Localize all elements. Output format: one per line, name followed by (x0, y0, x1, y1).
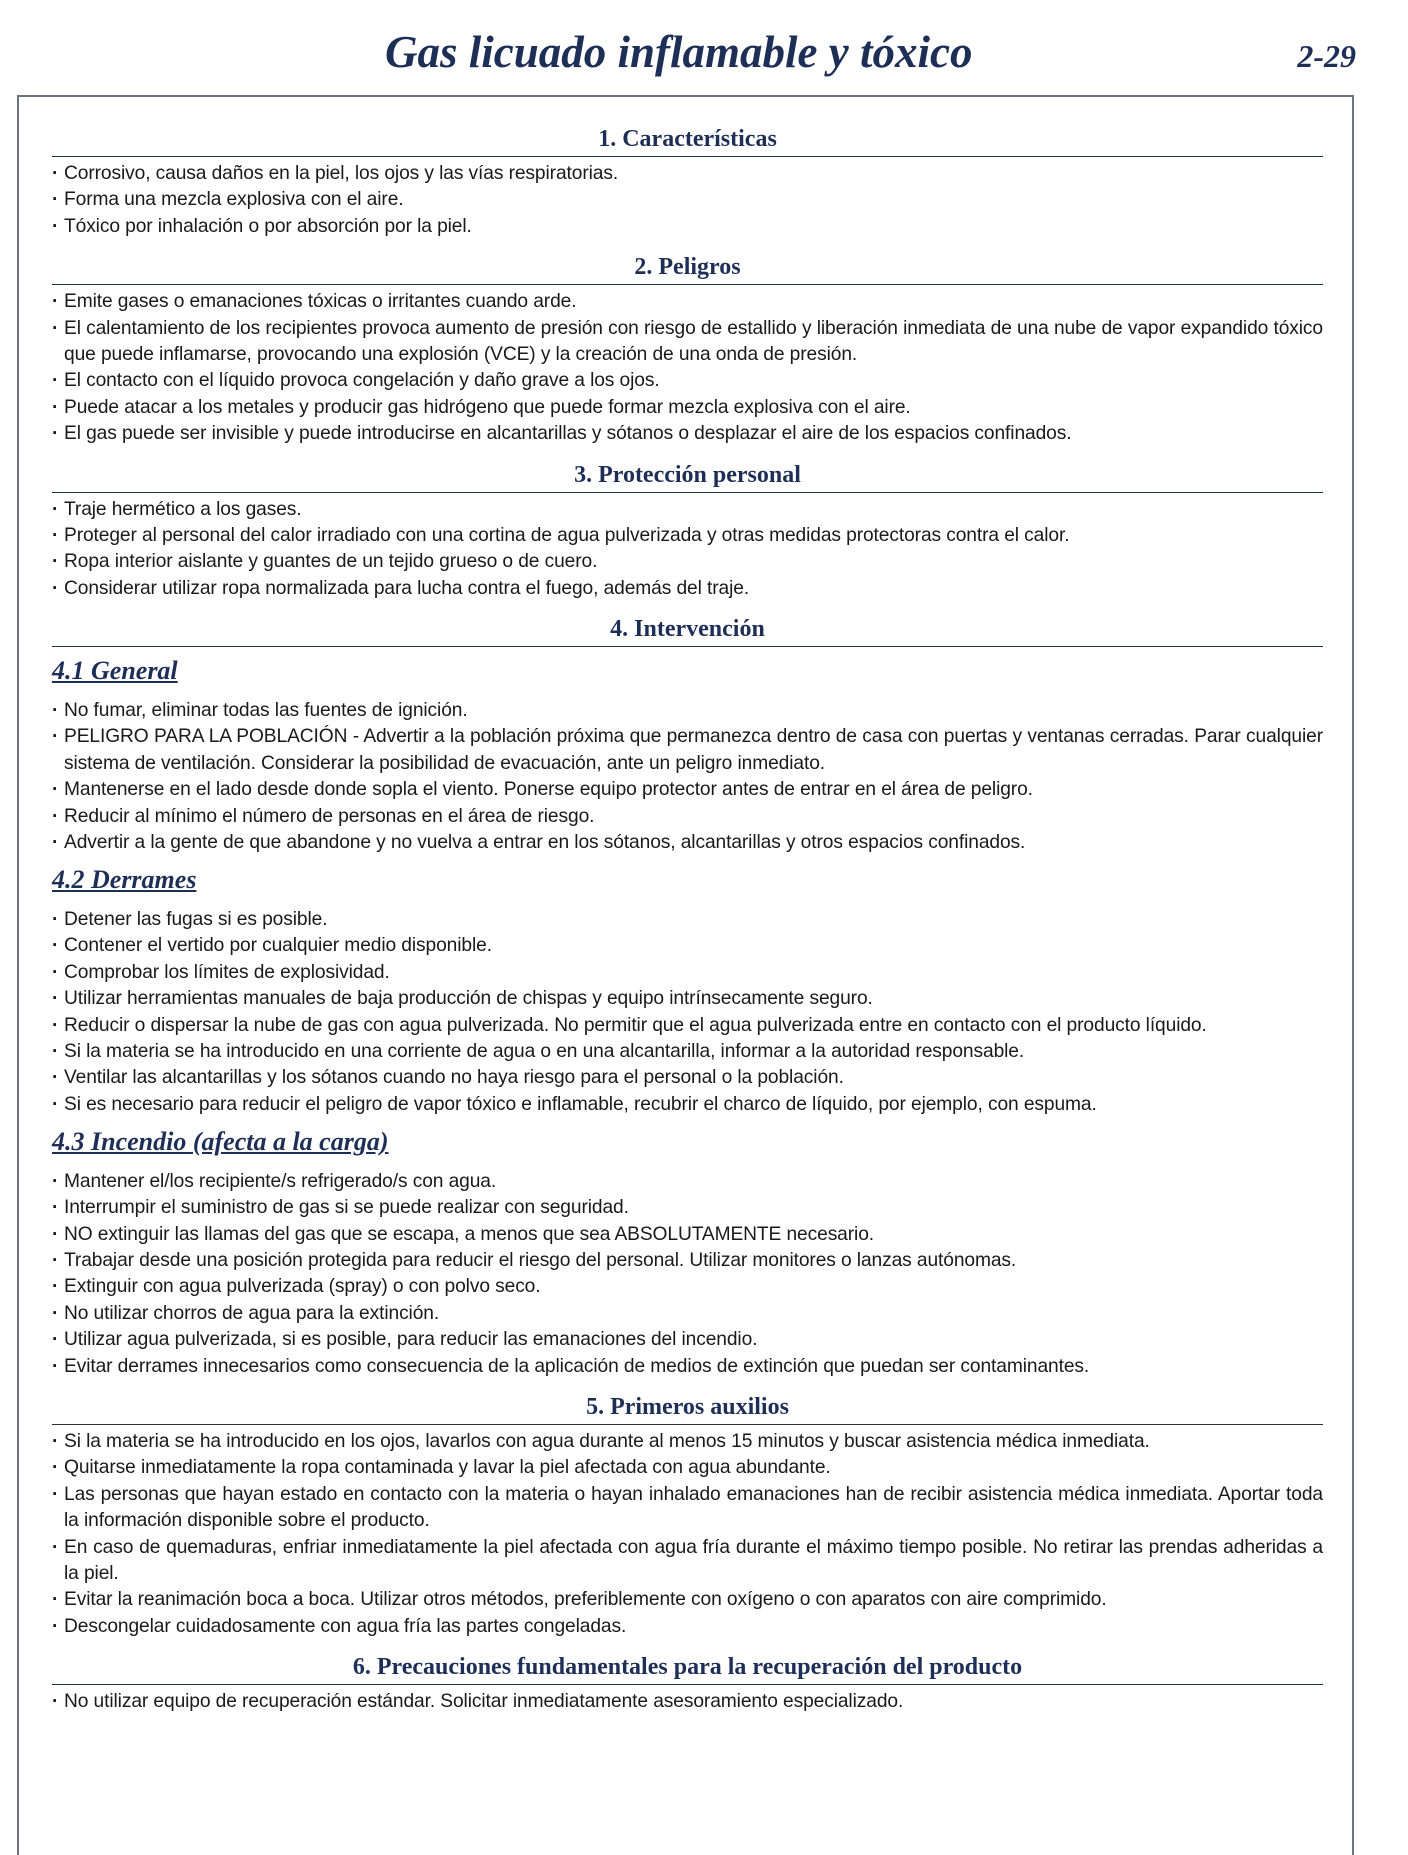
list-item: · No utilizar equipo de recuperación estándar. Solicitar inmediatamente asesoramiento especializado. (52, 1689, 1323, 1715)
list-item: · Evitar derrames innecesarios como consecuencia de la aplicación de medios de extinción que puedan ser contaminantes. (52, 1354, 1323, 1380)
list-item: · Utilizar agua pulverizada, si es posible, para reducir las emanaciones del incendio. (52, 1327, 1323, 1353)
bullet-list (52, 1169, 1323, 1380)
bullet-list (52, 1429, 1323, 1640)
bullet-list (52, 698, 1323, 856)
list-item: · Reducir o dispersar la nube de gas con agua pulverizada. No permitir que el agua pulverizada entre en contacto con el producto líquido. (52, 1013, 1323, 1039)
bullet-list (52, 161, 1323, 240)
page-number: 2-29 (1297, 38, 1356, 74)
list-item: · El calentamiento de los recipientes provoca aumento de presión con riesgo de estallido y liberación inmediata de una nube de vapor expandido tóxico que puede inflamarse, provocando una explosión (VCE) y la creación de una onda de presión. (52, 316, 1323, 369)
list-item: · El gas puede ser invisible y puede introducirse en alcantarillas y sótanos o desplazar el aire de los espacios confinados. (52, 421, 1323, 447)
list-item: · Si es necesario para reducir el peligro de vapor tóxico e inflamable, recubrir el charco de líquido, por ejemplo, con espuma. (52, 1092, 1323, 1118)
section-heading: 1. Características (52, 124, 1323, 157)
list-item: · Si la materia se ha introducido en los ojos, lavarlos con agua durante al menos 15 minutos y buscar asistencia médica inmediata. (52, 1429, 1323, 1455)
bullet-list (52, 1689, 1323, 1715)
section-heading: 2. Peligros (52, 252, 1323, 285)
section-heading: 5. Primeros auxilios (52, 1392, 1323, 1425)
subsection (52, 1128, 1323, 1380)
list-item: · Considerar utilizar ropa normalizada para lucha contra el fuego, además del traje. (52, 576, 1323, 602)
page-title: Gas licuado inflamable y tóxico (385, 27, 973, 77)
list-item: · PELIGRO PARA LA POBLACIÓN - Advertir a la población próxima que permanezca dentro de casa con puertas y ventanas cerradas. Parar cualquier sistema de ventilación. Considerar la posibilidad de evacuación, ante un peligro inmediato. (52, 724, 1323, 777)
list-item: · NO extinguir las llamas del gas que se escapa, a menos que sea ABSOLUTAMENTE necesario. (52, 1222, 1323, 1248)
subsection-heading: 4.1 General (52, 656, 178, 686)
bullet-list (52, 289, 1323, 447)
list-item: · Las personas que hayan estado en contacto con la materia o hayan inhalado emanaciones han de recibir asistencia médica inmediata. Aportar toda la información disponible sobre el producto. (52, 1482, 1323, 1535)
section (52, 124, 1323, 240)
section-heading: 3. Protección personal (52, 460, 1323, 493)
list-item: · Detener las fugas si es posible. (52, 907, 1323, 933)
list-item: · Contener el vertido por cualquier medio disponible. (52, 933, 1323, 959)
list-item: · Trabajar desde una posición protegida para reducir el riesgo del personal. Utilizar monitores o lanzas autónomas. (52, 1248, 1323, 1274)
document-body (52, 124, 1323, 1728)
list-item: · Interrumpir el suministro de gas si se puede realizar con seguridad. (52, 1195, 1323, 1221)
list-item: · Extinguir con agua pulverizada (spray) o con polvo seco. (52, 1274, 1323, 1300)
section (52, 460, 1323, 603)
section (52, 252, 1323, 447)
section-heading: 6. Precauciones fundamentales para la recuperación del producto (52, 1652, 1323, 1685)
list-item: · Tóxico por inhalación o por absorción por la piel. (52, 214, 1323, 240)
list-item: · No utilizar chorros de agua para la extinción. (52, 1301, 1323, 1327)
section-heading: 4. Intervención (52, 614, 1323, 647)
list-item: · Descongelar cuidadosamente con agua fría las partes congeladas. (52, 1614, 1323, 1640)
subsection-heading: 4.3 Incendio (afecta a la carga) (52, 1127, 389, 1157)
list-item: · Puede atacar a los metales y producir gas hidrógeno que puede formar mezcla explosiva con el aire. (52, 395, 1323, 421)
list-item: · El contacto con el líquido provoca congelación y daño grave a los ojos. (52, 368, 1323, 394)
section (52, 1392, 1323, 1640)
list-item: · Ropa interior aislante y guantes de un tejido grueso o de cuero. (52, 549, 1323, 575)
list-item: · Emite gases o emanaciones tóxicas o irritantes cuando arde. (52, 289, 1323, 315)
list-item: · Forma una mezcla explosiva con el aire. (52, 187, 1323, 213)
list-item: · Comprobar los límites de explosividad. (52, 960, 1323, 986)
list-item: · Mantenerse en el lado desde donde sopla el viento. Ponerse equipo protector antes de entrar en el área de peligro. (52, 777, 1323, 803)
subsection-heading: 4.2 Derrames (52, 865, 197, 895)
list-item: · Mantener el/los recipiente/s refrigerado/s con agua. (52, 1169, 1323, 1195)
section (52, 1652, 1323, 1715)
page-header (0, 0, 1408, 88)
list-item: · Ventilar las alcantarillas y los sótanos cuando no haya riesgo para el personal o la población. (52, 1065, 1323, 1091)
list-item: · Evitar la reanimación boca a boca. Utilizar otros métodos, preferiblemente con oxígeno o con aparatos con aire comprimido. (52, 1587, 1323, 1613)
bullet-list (52, 497, 1323, 603)
list-item: · Utilizar herramientas manuales de baja producción de chispas y equipo intrínsecamente seguro. (52, 986, 1323, 1012)
list-item: · Corrosivo, causa daños en la piel, los ojos y las vías respiratorias. (52, 161, 1323, 187)
list-item: · Si la materia se ha introducido en una corriente de agua o en una alcantarilla, informar a la autoridad responsable. (52, 1039, 1323, 1065)
list-item: · Proteger al personal del calor irradiado con una cortina de agua pulverizada y otras medidas protectoras contra el calor. (52, 523, 1323, 549)
section (52, 614, 1323, 1380)
bullet-list (52, 907, 1323, 1118)
list-item: · Advertir a la gente de que abandone y no vuelva a entrar en los sótanos, alcantarillas y otros espacios confinados. (52, 830, 1323, 856)
list-item: · Reducir al mínimo el número de personas en el área de riesgo. (52, 804, 1323, 830)
subsection (52, 657, 1323, 856)
list-item: · En caso de quemaduras, enfriar inmediatamente la piel afectada con agua fría durante el máximo tiempo posible. No retirar las prendas adheridas a la piel. (52, 1535, 1323, 1588)
list-item: · No fumar, eliminar todas las fuentes de ignición. (52, 698, 1323, 724)
subsection (52, 866, 1323, 1118)
list-item: · Traje hermético a los gases. (52, 497, 1323, 523)
list-item: · Quitarse inmediatamente la ropa contaminada y lavar la piel afectada con agua abundante. (52, 1455, 1323, 1481)
